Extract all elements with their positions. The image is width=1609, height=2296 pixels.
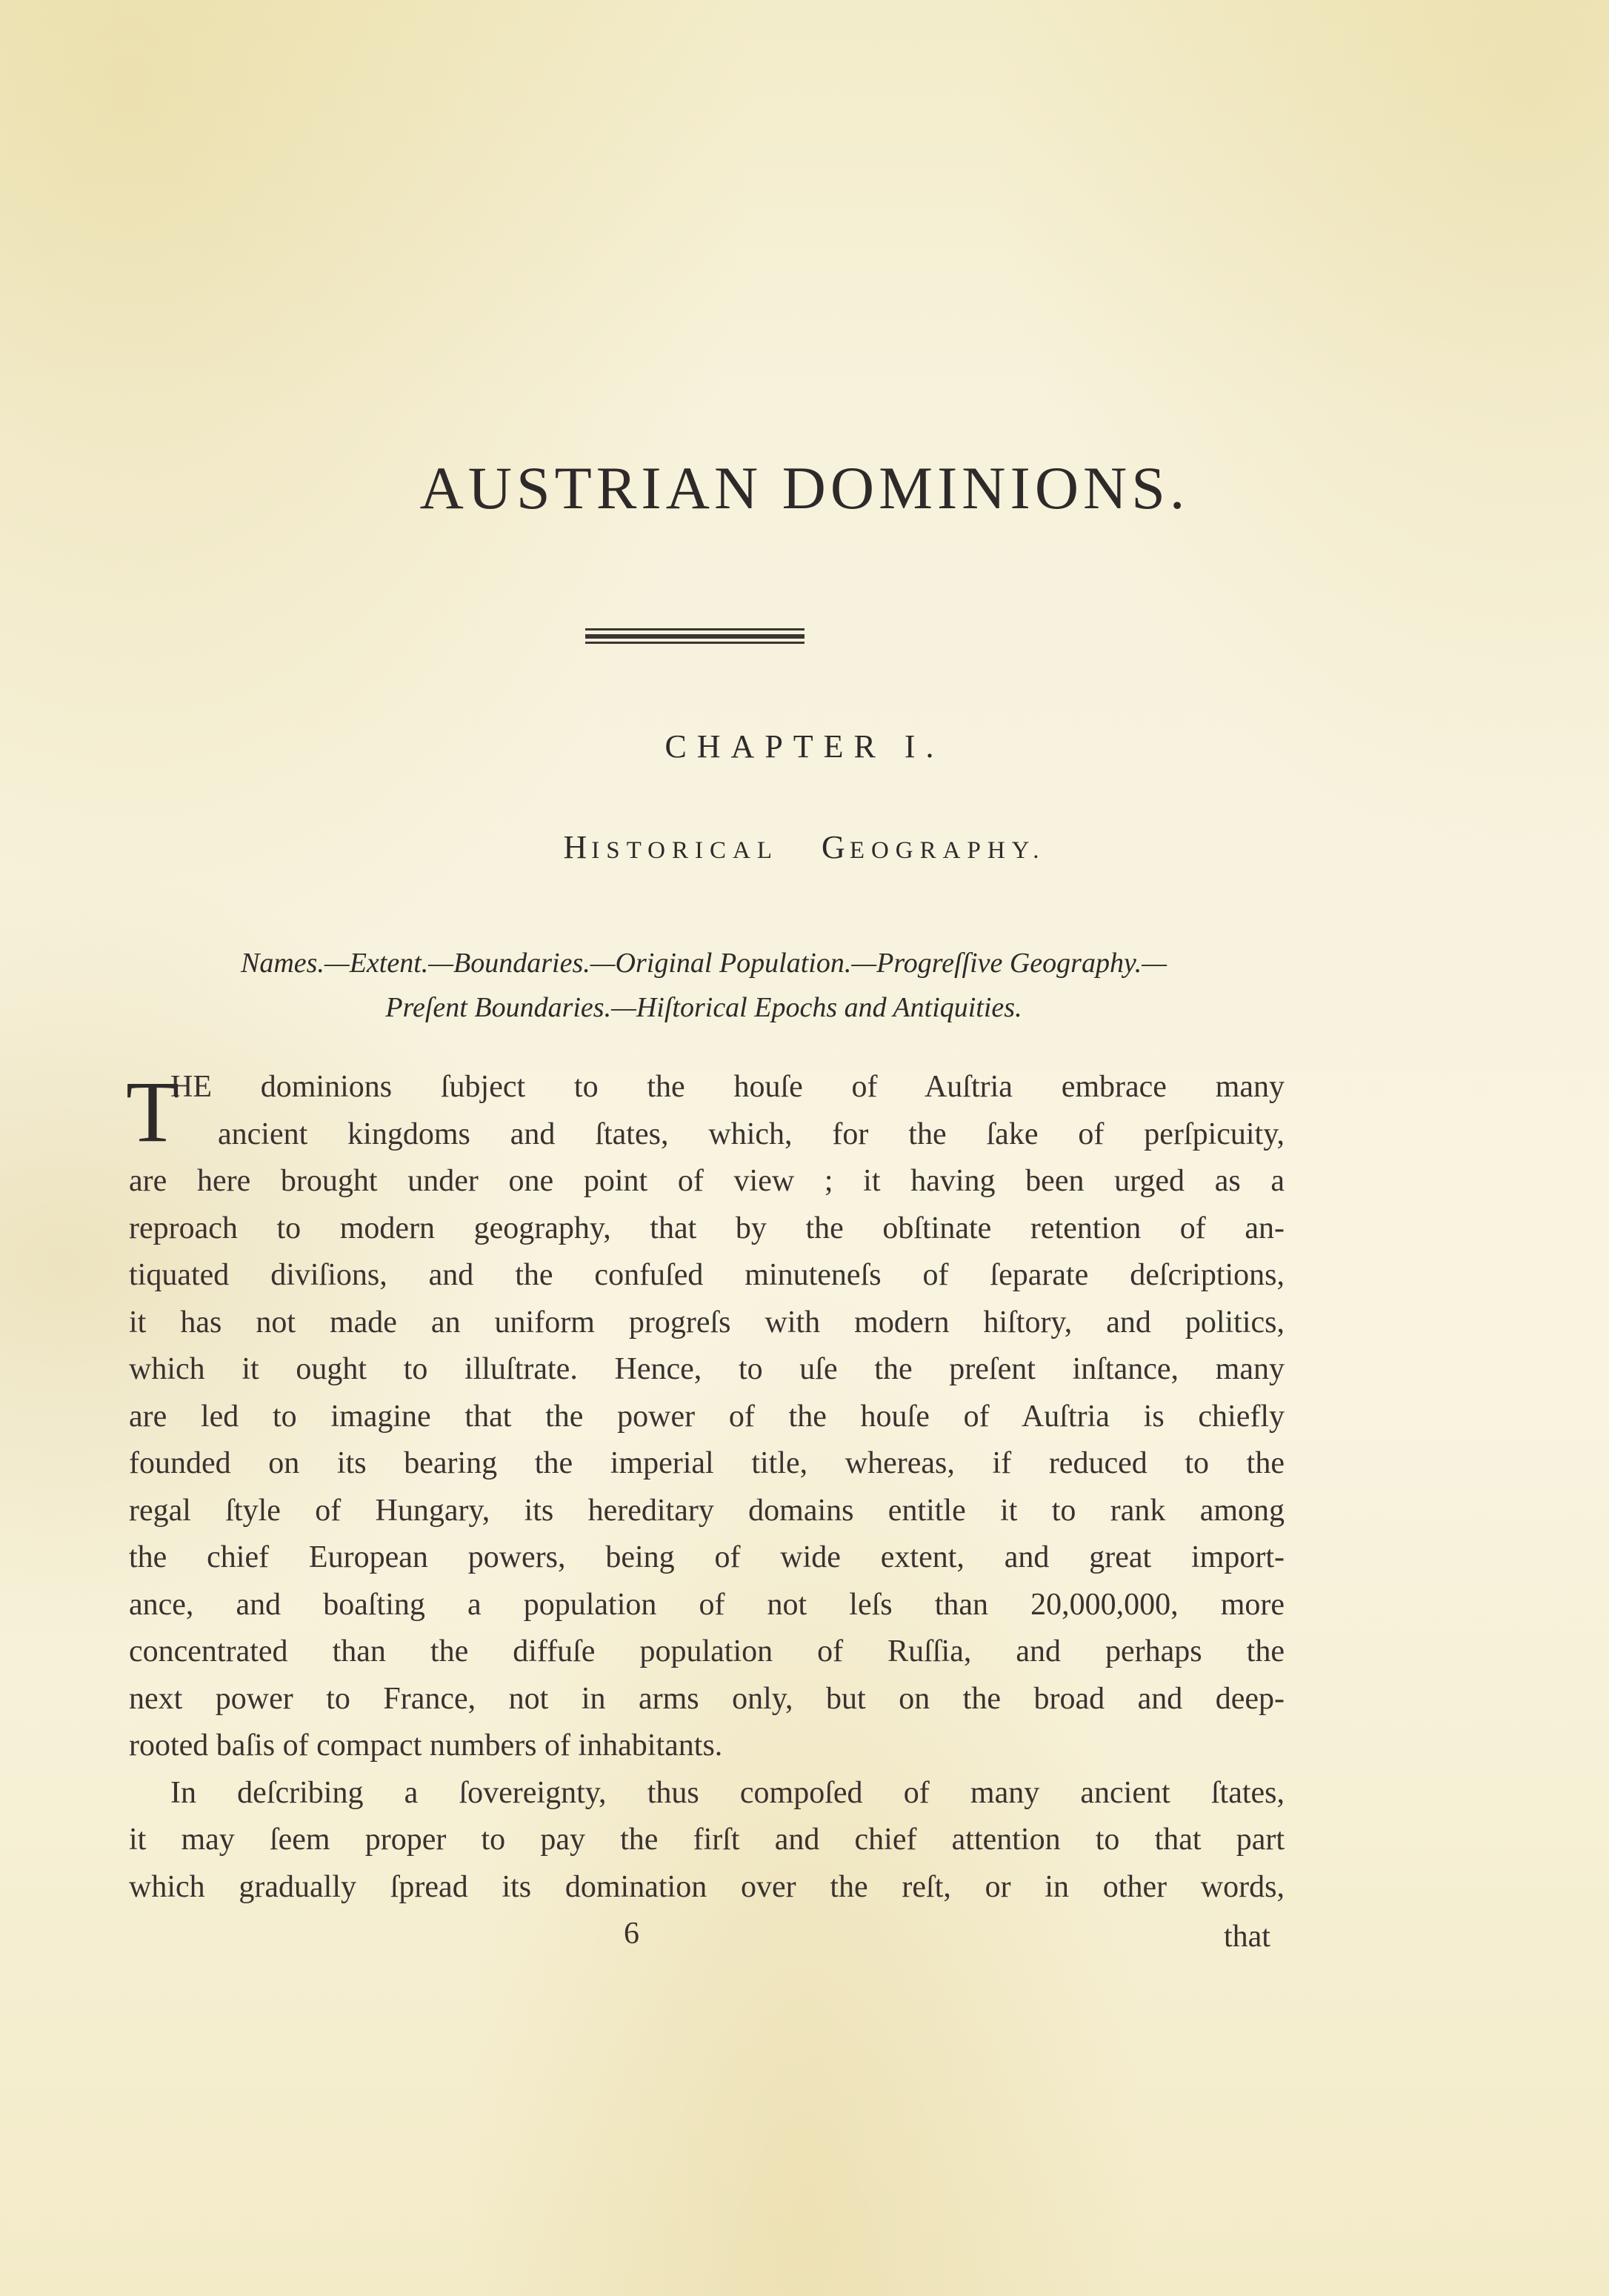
synopsis-line: Preſent Boundaries.—Hiſtorical Epochs and Antiquities.: [385, 992, 1022, 1023]
title-rule: [585, 628, 804, 644]
text-line: which gradually ſpread its domination over the reſt, or in other words,: [129, 1869, 1285, 1904]
chapter-synopsis: [126, 941, 1282, 1030]
text-line: are led to imagine that the power of the houſe of Auſtria is chiefly: [129, 1399, 1285, 1434]
heading-rest-2: EOGRAPHY.: [849, 837, 1046, 864]
synopsis-line: Names.—Extent.—Boundaries.—Original Population.—Progreſſive Geography.—: [240, 948, 1167, 979]
heading-rest-1: ISTORICAL: [591, 837, 779, 864]
heading-initial-2: G: [822, 829, 850, 865]
text-line: founded on its bearing the imperial title, whereas, if reduced to the: [129, 1446, 1285, 1480]
drop-cap: T: [126, 1063, 180, 1160]
heading-initial-1: H: [563, 829, 592, 865]
text-line: are here brought under one point of view ; it having been urged as a: [129, 1164, 1285, 1198]
section-heading: [0, 828, 1609, 866]
text-line: reproach to modern geography, that by the obſtinate retention of an-: [129, 1211, 1285, 1245]
body-text: [126, 1063, 1285, 1911]
page-title: AUSTRIAN DOMINIONS.: [419, 454, 1190, 522]
chapter-heading: CHAPTER I.: [664, 728, 945, 765]
text-line: ancient kingdoms and ſtates, which, for the ſake of perſpicuity,: [218, 1117, 1285, 1151]
text-line: concentrated than the diffuſe population of Ruſſia, and perhaps the: [129, 1634, 1285, 1668]
text-line: next power to France, not in arms only, but on the broad and deep-: [129, 1681, 1285, 1716]
text-line: tiquated diviſions, and the confuſed minuteneſs of ſeparate deſcriptions,: [129, 1258, 1285, 1292]
text-line: regal ſtyle of Hungary, its hereditary domains entitle it to rank among: [129, 1493, 1285, 1528]
text-line: it may ſeem proper to pay the firſt and chief attention to that part: [129, 1823, 1285, 1857]
text-line: rooted baſis of compact numbers of inhabitants.: [129, 1728, 723, 1763]
text-line: it has not made an uniform progreſs with modern hiſtory, and politics,: [129, 1305, 1285, 1340]
text-line: ance, and boaſting a population of not leſs than 20,000,000, more: [129, 1587, 1285, 1622]
page-number: 6: [624, 1917, 639, 1951]
text-line: In deſcribing a ſovereignty, thus compoſed of many ancient ſtates,: [170, 1775, 1285, 1810]
text-line: which it ought to illuſtrate. Hence, to uſe the preſent inſtance, many: [129, 1352, 1285, 1386]
text-line: HE dominions ſubject to the houſe of Auſtria embrace many: [170, 1070, 1285, 1104]
catchword: that: [1224, 1920, 1270, 1954]
text-line: the chief European powers, being of wide extent, and great import-: [129, 1540, 1285, 1574]
